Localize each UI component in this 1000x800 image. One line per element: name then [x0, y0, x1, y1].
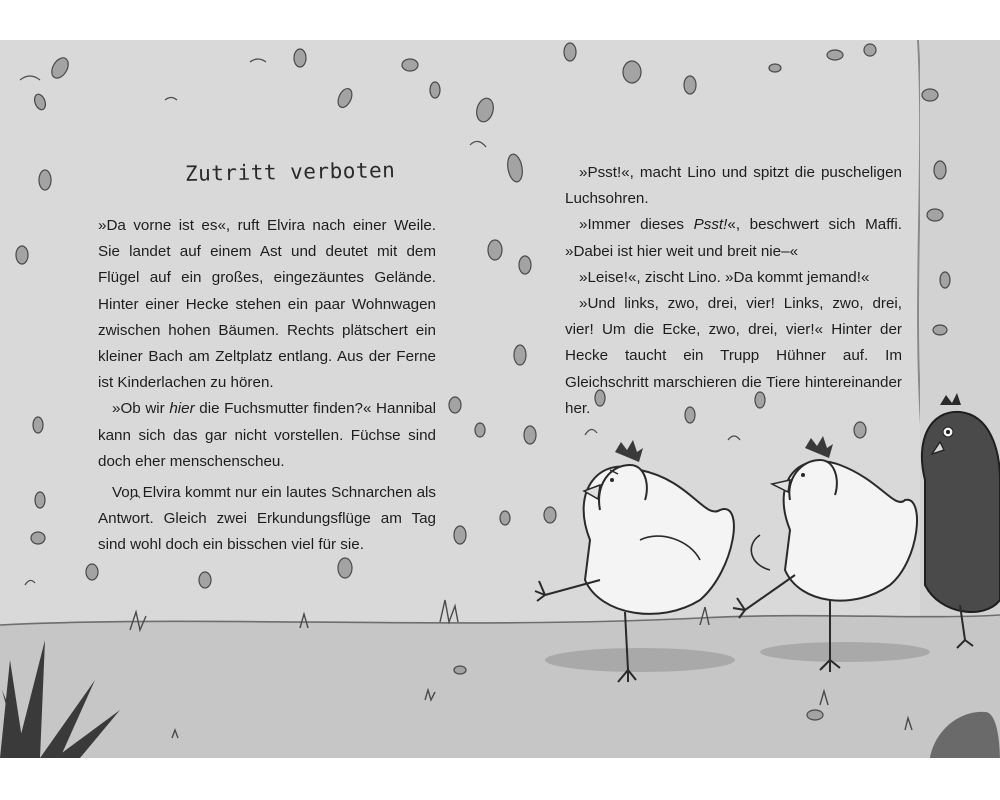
- text-column-right: [565, 160, 902, 422]
- chapter-title: Zutritt verboten: [184, 158, 396, 186]
- paragraph: »Da vorne ist es«, ruft Elvira nach einer Weile. Sie landet auf einem Ast und deutet mit dem Flügel auf ein großes, eingezäuntes Gelände. Hinter einer Hecke stehen ein paar Wohnwagen zwischen hohen Bäumen. Rechts plätschert ein kleiner Bach am Zeltplatz entlang. Aus der Ferne ist Kinderlachen zu hören.: [98, 217, 436, 392]
- paragraph: Von Elvira kommt nur ein lautes Schnarchen als Antwort. Gleich zwei Erkundungsflüge am Tag sind wohl doch ein bisschen viel für sie.: [98, 484, 436, 554]
- paragraph: »Leise!«, zischt Lino. »Da kommt jemand!«: [579, 268, 870, 286]
- paragraph: »Ob wir hier die Fuchsmutter finden?« Hannibal kann sich das gar nicht vorstellen. Füchse sind doch eher menschenscheu.: [98, 400, 436, 470]
- book-spread: [0, 40, 1000, 758]
- paragraph: »Und links, zwo, drei, vier! Links, zwo, drei, vier! Um die Ecke, zwo, drei, vier!« Hinter der Hecke taucht ein Trupp Hühner auf. Im Gleichschritt marschieren die Tiere hintereinander her.: [565, 295, 902, 417]
- paragraph: »Psst!«, macht Lino und spitzt die puscheligen Luchsohren.: [565, 164, 902, 208]
- paragraph: »Immer dieses Psst!«, beschwert sich Maffi. »Dabei ist hier weit und breit nie–«: [565, 216, 902, 260]
- text-column-left: [98, 213, 436, 559]
